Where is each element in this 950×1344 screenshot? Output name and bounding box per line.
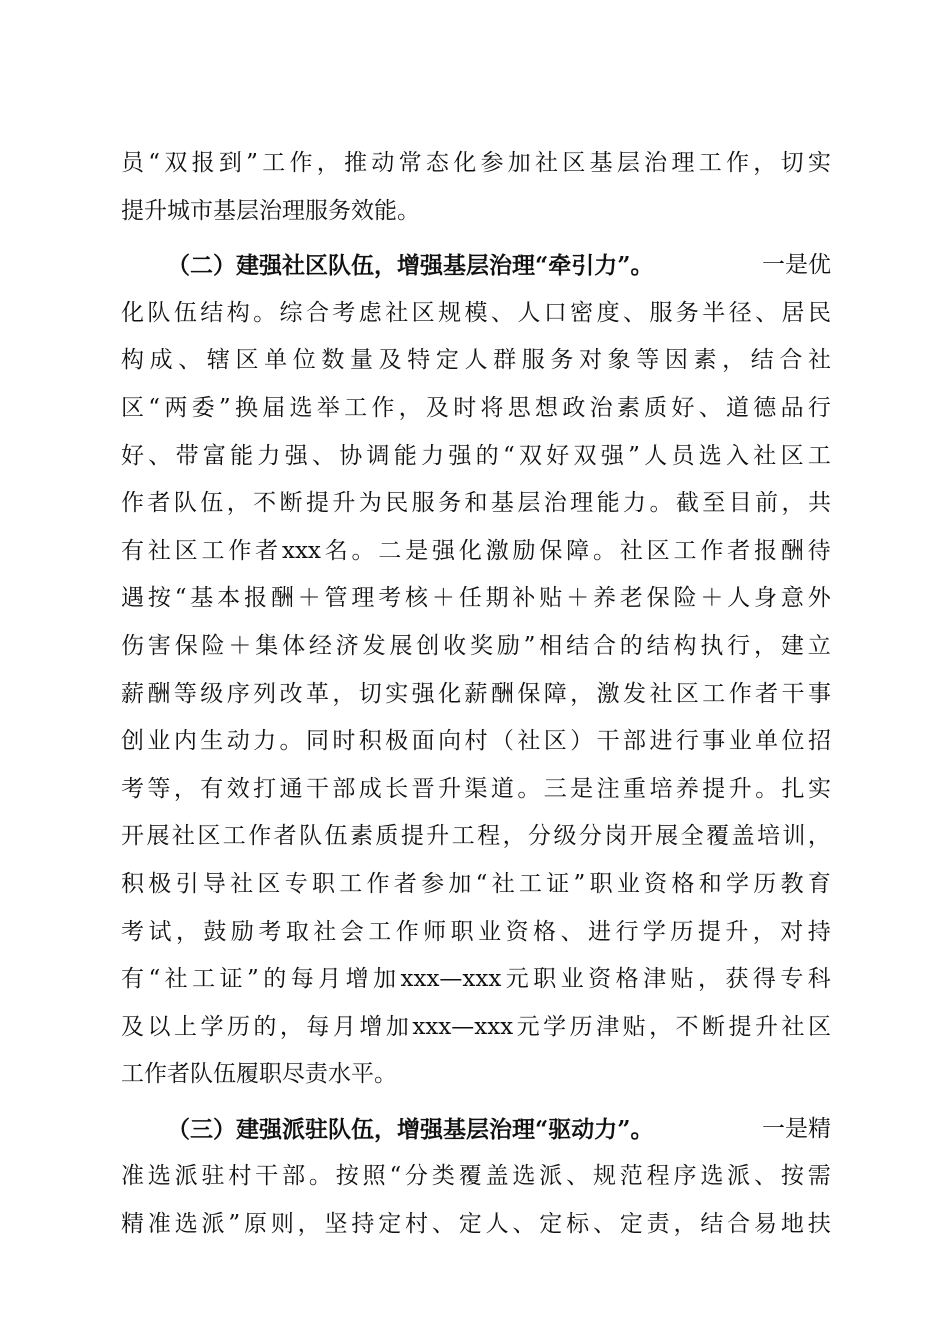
- line-text: 工作者队伍履职尽责水平。: [121, 1061, 397, 1088]
- line-text: 创 业 内 生 动 力 。 同 时 积 极 面 向 村 （ 社 区 ） 干 部 进 行 事 业 单 位 招: [121, 728, 831, 755]
- line-text: 有 社 区 工 作 者 xxx 名 。 二 是 强 化 激 励 保 障 。 社 区 工 作 者 报 酬 待: [121, 537, 831, 564]
- section-heading: （二）建强社区队伍，增强基层治理“牵引力”。: [167, 252, 654, 280]
- line-text: 化 队 伍 结 构 。 综 合 考 虑 社 区 规 模 、 人 口 密 度 、 服 务 半 径 、 居 民: [121, 299, 831, 326]
- paragraph-line: [121, 1153, 831, 1201]
- paragraph-line: [121, 242, 831, 290]
- paragraph-line: [121, 956, 831, 1004]
- paragraph-line: [121, 385, 831, 433]
- line-text: 考 试 ， 鼓 励 考 取 社 会 工 作 师 职 业 资 格 、 进 行 学 历 提 升 ， 对 持: [121, 918, 831, 945]
- paragraph-line: [121, 140, 831, 188]
- line-text: 构 成 、 辖 区 单 位 数 量 及 特 定 人 群 服 务 对 象 等 因 素 ， 结 合 社: [121, 347, 831, 374]
- paragraph-line: [121, 337, 831, 385]
- line-text: 开 展 社 区 工 作 者 队 伍 素 质 提 升 工 程 ， 分 级 分 岗 开 展 全 覆 盖 培 训 ，: [121, 823, 831, 850]
- line-text: 伤 害 保 险 ＋ 集 体 经 济 发 展 创 收 奖 励 ” 相 结 合 的 结 构 执 行 ， 建 立: [121, 632, 831, 659]
- line-text: 一是精: [762, 1115, 831, 1142]
- paragraph-line: [121, 766, 831, 814]
- line-text: 员 “ 双 报 到 ” 工 作 ， 推 动 常 态 化 参 加 社 区 基 层 治 理 工 作 ， 切 实: [121, 150, 831, 176]
- paragraph-line: [121, 671, 831, 719]
- line-text: 精 准 选 派 ” 原 则 ， 坚 持 定 村 、 定 人 、 定 标 、 定 责 ， 结 合 易 地 扶: [121, 1211, 831, 1238]
- paragraph-line: [121, 480, 831, 528]
- line-text: 遇 按 “ 基 本 报 酬 ＋ 管 理 考 核 ＋ 任 期 补 贴 ＋ 养 老 保 险 ＋ 人 身 意 外: [121, 585, 831, 612]
- line-text: 作 者 队 伍 ， 不 断 提 升 为 民 服 务 和 基 层 治 理 能 力 。 截 至 目 前 ， 共: [121, 490, 831, 517]
- line-text: 提升城市基层治理服务效能。: [121, 197, 420, 224]
- paragraph-line: [121, 1004, 831, 1052]
- paragraph-line: [121, 290, 831, 338]
- paragraph-line: [121, 1106, 831, 1154]
- line-text: 积 极 引 导 社 区 专 职 工 作 者 参 加 “ 社 工 证 ” 职 业 资 格 和 学 历 教 育: [121, 870, 831, 897]
- paragraph-line: [121, 813, 831, 861]
- line-text: 及 以 上 学 历 的 ， 每 月 增 加 xxx—xxx 元 学 历 津 贴 ， 不 断 提 升 社 区: [121, 1013, 831, 1040]
- paragraph-line: [121, 528, 831, 576]
- paragraph-line: [121, 861, 831, 909]
- line-text: 准 选 派 驻 村 干 部 。 按 照 “ 分 类 覆 盖 选 派 、 规 范 程 序 选 派 、 按 需: [121, 1163, 831, 1190]
- line-text: 考 等 ， 有 效 打 通 干 部 成 长 晋 升 渠 道 。 三 是 注 重 培 养 提 升 。 扎 实: [121, 775, 831, 802]
- line-text: 薪 酬 等 级 序 列 改 革 ， 切 实 强 化 薪 酬 保 障 ， 激 发 社 区 工 作 者 干 事: [121, 680, 831, 707]
- paragraph-line: [121, 188, 831, 236]
- line-text: 一是优: [762, 252, 831, 279]
- paragraph-line: [121, 718, 831, 766]
- paragraph-line: [121, 909, 831, 957]
- paragraph-line: [121, 575, 831, 623]
- paragraph-line: [121, 433, 831, 481]
- paragraph-line: [121, 623, 831, 671]
- body-text: [121, 140, 831, 1249]
- line-text: 区 “ 两 委 ” 换 届 选 举 工 作 ， 及 时 将 思 想 政 治 素 质 好 、 道 德 品 行: [121, 394, 831, 421]
- line-text: 好 、 带 富 能 力 强 、 协 调 能 力 强 的 “ 双 好 双 强 ” 人 员 选 入 社 区 工: [121, 442, 831, 469]
- line-text: 有 “ 社 工 证 ” 的 每 月 增 加 xxx—xxx 元 职 业 资 格 津 贴 ， 获 得 专 科: [121, 966, 831, 993]
- section-heading: （三）建强派驻队伍，增强基层治理“驱动力”。: [167, 1115, 654, 1143]
- paragraph-line: [121, 1201, 831, 1249]
- paragraph-line: [121, 1051, 831, 1099]
